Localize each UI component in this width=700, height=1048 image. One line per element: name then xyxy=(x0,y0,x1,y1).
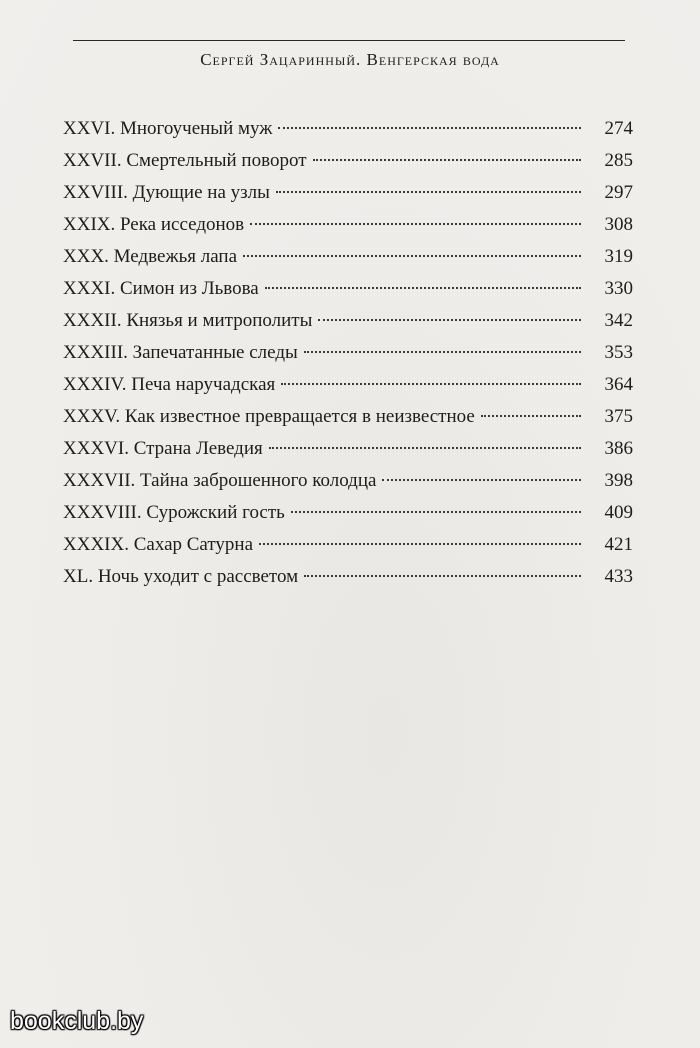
toc-entry xyxy=(63,241,633,273)
dot-leader xyxy=(281,383,581,385)
toc-entry-title: XXXIII. Запечатанные следы xyxy=(63,342,298,363)
toc-entry-page: 398 xyxy=(604,470,633,491)
toc-entry-title: XXXV. Как известное превращается в неизвестное xyxy=(63,406,475,427)
toc-entry-title: XXIX. Река исседонов xyxy=(63,214,245,235)
toc-entry-title: XXVI. Многоученый муж xyxy=(63,118,273,139)
toc-entry-page: 353 xyxy=(604,342,633,363)
dot-leader xyxy=(265,287,581,289)
toc-entry xyxy=(63,561,633,593)
toc-entry xyxy=(63,209,633,241)
dot-leader xyxy=(304,575,581,577)
site-watermark: bookclub.by xyxy=(10,1007,144,1035)
toc-entry-page: 319 xyxy=(604,246,633,267)
toc-entry xyxy=(63,273,633,305)
running-head: Сергей Зацаринный. Венгерская вода xyxy=(200,50,500,69)
header-rule xyxy=(73,40,625,41)
toc-entry xyxy=(63,337,633,369)
toc-entry xyxy=(63,401,633,433)
dot-leader xyxy=(269,447,581,449)
toc-entry xyxy=(63,465,633,497)
dot-leader xyxy=(278,127,581,129)
toc-entry-page: 342 xyxy=(604,310,633,331)
toc-entry-title: XXXI. Симон из Львова xyxy=(63,278,259,299)
toc-entry-title: XXXIV. Печа наручадская xyxy=(63,374,276,395)
toc-entry-page: 433 xyxy=(604,566,633,587)
toc-entry-page: 409 xyxy=(604,502,633,523)
toc-entry xyxy=(63,305,633,337)
dot-leader xyxy=(313,159,582,161)
toc-entry-title: XXXVII. Тайна заброшенного колодца xyxy=(63,470,377,491)
toc-entry-page: 375 xyxy=(604,406,633,427)
dot-leader xyxy=(304,351,581,353)
toc-entry xyxy=(63,177,633,209)
toc-entry-page: 285 xyxy=(604,150,633,171)
dot-leader xyxy=(250,223,581,225)
dot-leader xyxy=(291,511,581,513)
table-of-contents xyxy=(63,113,633,593)
dot-leader xyxy=(318,319,581,321)
toc-entry xyxy=(63,529,633,561)
toc-entry xyxy=(63,497,633,529)
dot-leader xyxy=(481,415,581,417)
toc-entry-page: 308 xyxy=(604,214,633,235)
toc-entry-title: XXX. Медвежья лапа xyxy=(63,246,237,267)
toc-entry-page: 386 xyxy=(604,438,633,459)
toc-entry xyxy=(63,145,633,177)
toc-entry xyxy=(63,113,633,145)
toc-entry-page: 274 xyxy=(604,118,633,139)
toc-entry-title: XXXIX. Сахар Сатурна xyxy=(63,534,254,555)
toc-entry-title: XL. Ночь уходит с рассветом xyxy=(63,566,299,587)
toc-entry xyxy=(63,369,633,401)
toc-entry-title: XXXVIII. Сурожский гость xyxy=(63,502,285,523)
toc-entry-page: 364 xyxy=(604,374,633,395)
dot-leader xyxy=(382,479,581,481)
toc-entry-page: 421 xyxy=(604,534,633,555)
toc-entry-title: XXXII. Князья и митрополиты xyxy=(63,310,313,331)
toc-entry-page: 330 xyxy=(604,278,633,299)
toc-entry-title: XXVIII. Дующие на узлы xyxy=(63,182,270,203)
dot-leader xyxy=(276,191,581,193)
toc-entry-page: 297 xyxy=(604,182,633,203)
dot-leader xyxy=(243,255,581,257)
dot-leader xyxy=(259,543,581,545)
toc-entry-title: XXXVI. Страна Леведия xyxy=(63,438,263,459)
toc-entry-title: XXVII. Смертельный поворот xyxy=(63,150,307,171)
toc-entry xyxy=(63,433,633,465)
